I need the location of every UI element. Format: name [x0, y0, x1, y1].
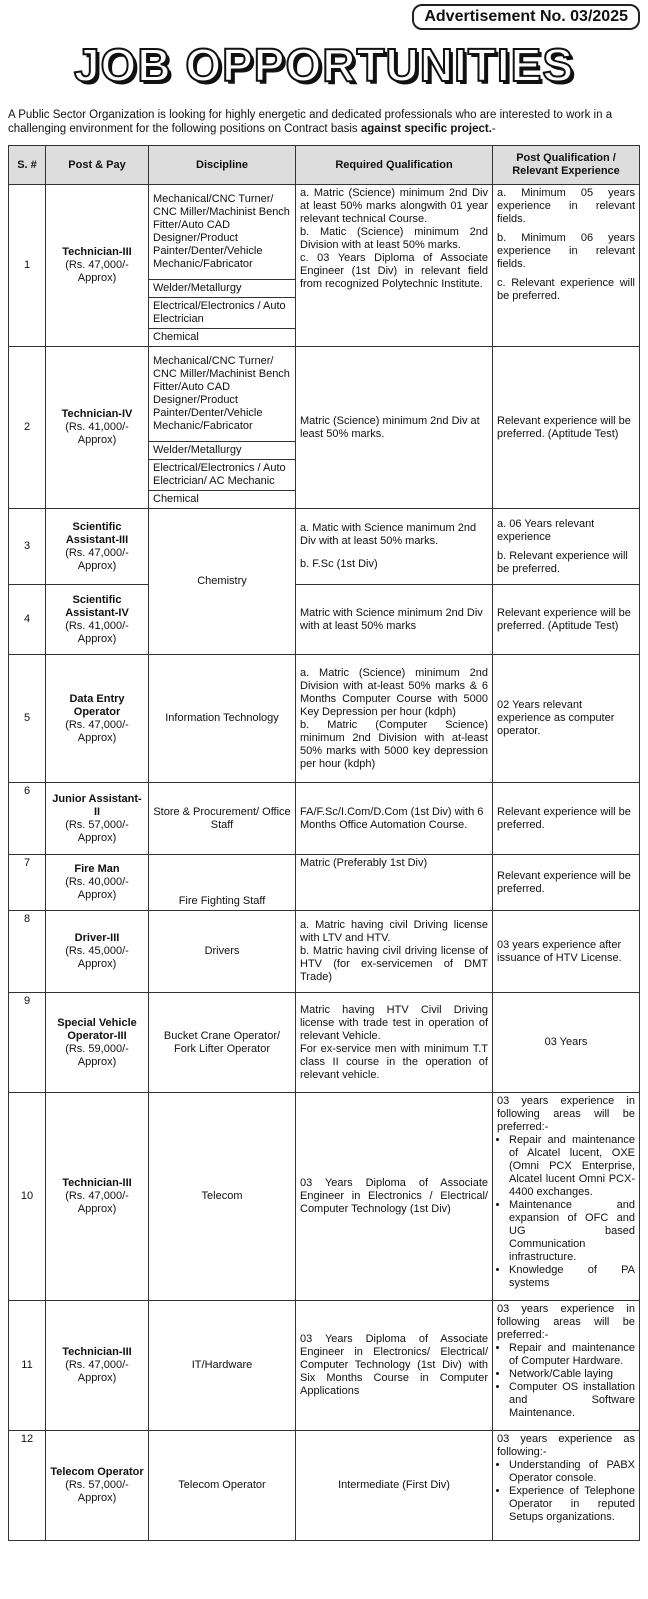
sn-cell: 12 — [9, 1431, 46, 1541]
sn-cell: 7 — [9, 855, 46, 911]
qualification-cell: 03 Years Diploma of Associate Engineer in Electronics/ Electrical/ Computer Technology (1st Div) with Six Months Course in Computer Applications — [296, 1301, 493, 1431]
post-cell — [46, 993, 149, 1093]
qual-item: a. Matric having civil Driving license with LTV and HTV. — [300, 919, 488, 944]
exp-intro: 03 years experience in following areas will be preferred:- — [497, 1303, 635, 1341]
experience-cell — [493, 185, 640, 347]
discipline-cell: Telecom Operator — [149, 1431, 296, 1541]
qualification-cell — [296, 185, 493, 347]
post-pay: (Rs. 47,000/- Approx) — [65, 1190, 129, 1215]
qualification-cell — [296, 911, 493, 993]
post-cell — [46, 855, 149, 911]
sn-cell: 2 — [9, 347, 46, 509]
qualification-cell: FA/F.Sc/I.Com/D.Com (1st Div) with 6 Months Office Automation Course. — [296, 783, 493, 855]
qual-item: b. Matric (Computer Science) minimum 2nd Division with at-least 50% marks with 5000 key depression per hour (kdph) — [300, 718, 488, 770]
qual-item: Matric having HTV Civil Driving license with trade test in operation of relevant Vehicle. — [300, 1003, 488, 1042]
discipline-cell: Chemical — [149, 491, 296, 509]
discipline-cell: Mechanical/CNC Turner/ CNC Miller/Machinist Bench Fitter/Auto CAD Designer/Product Painter/Denter/Vehicle Mechanic/Fabricator — [149, 185, 296, 280]
post-pay: (Rs. 47,000/- Approx) — [65, 1359, 129, 1384]
post-pay: (Rs. 47,000/- Approx) — [65, 259, 129, 284]
exp-item: a. 06 Years relevant experience — [497, 517, 595, 543]
post-pay: (Rs. 41,000/- Approx) — [65, 421, 129, 446]
list-item: • Knowledge of PA systems — [509, 1264, 635, 1290]
experience-cell: Relevant experience will be preferred. (Aptitude Test) — [493, 585, 640, 655]
qualification-cell: Intermediate (First Div) — [296, 1431, 493, 1541]
intro-paragraph — [8, 108, 640, 136]
discipline-cell: Electrical/Electronics / Auto Electrician/ AC Mechanic — [149, 460, 296, 491]
post-title: Special Vehicle Operator-III — [57, 1016, 137, 1042]
sn-cell: 11 — [9, 1301, 46, 1431]
post-cell — [46, 1301, 149, 1431]
sn-cell: 1 — [9, 185, 46, 347]
discipline-cell: Mechanical/CNC Turner/ CNC Miller/Machinist Bench Fitter/Auto CAD Designer/Product Painter/Denter/Vehicle Mechanic/Fabricator — [149, 347, 296, 442]
post-title: Telecom Operator — [50, 1466, 144, 1478]
post-title: Technician-III — [62, 246, 132, 258]
post-cell — [46, 783, 149, 855]
discipline-cell: Welder/Metallurgy — [149, 442, 296, 460]
discipline-cell: Bucket Crane Operator/ Fork Lifter Operator — [149, 993, 296, 1093]
post-cell — [46, 185, 149, 347]
post-pay: (Rs. 47,000/- Approx) — [65, 718, 129, 744]
list-item: • Repair and maintenance of Computer Hardware. — [509, 1342, 635, 1368]
exp-list — [497, 1342, 635, 1420]
post-cell — [46, 585, 149, 655]
discipline-cell: Store & Procurement/ Office Staff — [149, 783, 296, 855]
advertisement-number: Advertisement No. 03/2025 — [412, 4, 640, 30]
qualification-cell — [296, 509, 493, 585]
list-item: • Maintenance and expansion of OFC and UG based Communication infrastructure. — [509, 1199, 635, 1264]
table-row — [9, 855, 640, 911]
exp-list — [497, 1134, 635, 1290]
header-experience: Post Qualification / Relevant Experience — [493, 146, 640, 185]
experience-cell: Relevant experience will be preferred. — [493, 783, 640, 855]
experience-cell — [493, 1093, 640, 1301]
post-pay: (Rs. 47,000/- Approx) — [65, 546, 129, 572]
exp-item: b. Minimum 06 years experience in relevant fields. — [497, 232, 635, 270]
exp-intro: 03 years experience in following areas will be preferred:- — [497, 1095, 635, 1133]
table-row — [9, 1431, 640, 1541]
qualification-cell: 03 Years Diploma of Associate Engineer in Electronics / Electrical/ Computer Technology (1st Div) — [296, 1093, 493, 1301]
sn-cell: 6 — [9, 783, 46, 855]
sn-cell: 9 — [9, 993, 46, 1093]
qual-item: b. Matic (Science) minimum 2nd Division with at least 50% marks. — [300, 226, 488, 251]
discipline-cell: Fire Fighting Staff — [149, 855, 296, 911]
sn-cell: 4 — [9, 585, 46, 655]
experience-cell — [493, 509, 640, 585]
list-item: • Repair and maintenance of Alcatel lucent, OXE (Omni PCX Enterprise, Alcatel lucent Omni PCX-4400 exchanges. — [509, 1134, 635, 1199]
table-row — [9, 993, 640, 1093]
exp-list — [497, 1459, 635, 1524]
post-title: Technician-III — [62, 1346, 132, 1358]
table-row — [9, 783, 640, 855]
experience-cell: 02 Years relevant experience as computer operator. — [493, 655, 640, 783]
page-title: JOB OPPORTUNITIES — [73, 39, 575, 91]
experience-cell: 03 Years — [493, 993, 640, 1093]
list-item: • Understanding of PABX Operator console. — [509, 1459, 635, 1485]
post-title: Technician-III — [62, 1177, 132, 1189]
list-item: • Network/Cable laying — [509, 1368, 635, 1381]
header-qualification: Required Qualification — [296, 146, 493, 185]
post-title: Scientific Assistant-IV — [65, 593, 129, 619]
experience-cell — [493, 1431, 640, 1541]
table-row — [9, 585, 640, 655]
post-pay: (Rs. 40,000/- Approx) — [65, 876, 129, 901]
qual-item: For ex-service men with minimum T.T class II course in the operation of relevant vehicle. — [300, 1042, 488, 1081]
qual-item: b. F.Sc (1st Div) — [300, 558, 378, 570]
header-post: Post & Pay — [46, 146, 149, 185]
discipline-cell: Telecom — [149, 1093, 296, 1301]
exp-item: b. Relevant experience will be preferred. — [497, 549, 628, 575]
header-sn: S. # — [9, 146, 46, 185]
list-item: • Experience of Telephone Operator in reputed Setups organizations. — [509, 1485, 635, 1524]
header-discipline: Discipline — [149, 146, 296, 185]
qual-item: a. Matric (Science) minimum 2nd Div at least 50% marks alongwith 01 year relevant technical Course. — [300, 187, 488, 225]
discipline-cell: Welder/Metallurgy — [149, 280, 296, 298]
experience-cell: 03 years experience after issuance of HTV License. — [493, 911, 640, 993]
exp-item: c. Relevant experience will be preferred. — [497, 277, 635, 302]
post-pay: (Rs. 59,000/- Approx) — [65, 1042, 129, 1068]
intro-tail: - — [491, 123, 496, 135]
qual-item: a. Matric (Science) minimum 2nd Division with at-least 50% marks & 6 Months Computer Course with 5000 Key Depression per hour (kdph) — [300, 666, 488, 718]
table-header-row — [9, 146, 640, 185]
post-cell — [46, 1093, 149, 1301]
table-row — [9, 655, 640, 783]
discipline-cell: Drivers — [149, 911, 296, 993]
post-cell — [46, 1431, 149, 1541]
post-cell — [46, 911, 149, 993]
sn-cell: 10 — [9, 1093, 46, 1301]
table-row — [9, 347, 640, 442]
table-row — [9, 185, 640, 280]
qualification-cell — [296, 993, 493, 1093]
table-row — [9, 509, 640, 585]
intro-bold: against specific project. — [360, 123, 492, 135]
post-pay: (Rs. 45,000/- Approx) — [65, 945, 129, 970]
post-title: Data Entry Operator — [69, 692, 125, 718]
post-title: Technician-IV — [61, 408, 133, 420]
qual-item: b. Matric having civil driving license of HTV (for ex-servicemen of DMT Trade) — [300, 945, 488, 983]
discipline-cell: Electrical/Electronics / Auto Electrician — [149, 298, 296, 329]
discipline-cell: Chemical — [149, 329, 296, 347]
jobs-table — [8, 145, 640, 1541]
experience-cell: Relevant experience will be preferred. — [493, 855, 640, 911]
table-row — [9, 911, 640, 993]
qualification-cell: Matric with Science minimum 2nd Div with at least 50% marks — [296, 585, 493, 655]
discipline-cell: Information Technology — [149, 655, 296, 783]
experience-cell: Relevant experience will be preferred. (Aptitude Test) — [493, 347, 640, 509]
post-title: Driver-III — [74, 932, 120, 944]
qualification-cell — [296, 655, 493, 783]
sn-cell: 8 — [9, 911, 46, 993]
post-title: Junior Assistant-II — [52, 792, 142, 818]
list-item: • Computer OS installation and Software Maintenance. — [509, 1381, 635, 1420]
intro-text: A Public Sector Organization is looking for highly energetic and dedicated professionals who are interested to work in a challenging environment for the following positions on Contract basis — [8, 109, 613, 135]
post-pay: (Rs. 57,000/- Approx) — [65, 1479, 129, 1504]
post-pay: (Rs. 57,000/- Approx) — [65, 818, 129, 844]
exp-intro: 03 years experience as following:- — [497, 1433, 635, 1458]
qualification-cell: Matric (Preferably 1st Div) — [296, 855, 493, 911]
post-pay: (Rs. 41,000/- Approx) — [65, 619, 129, 645]
table-row — [9, 1301, 640, 1431]
discipline-cell: Chemistry — [149, 509, 296, 655]
qual-item: c. 03 Years Diploma of Associate Engineer (1st Div) in relevant field from recognized Polytechnic Institute. — [300, 252, 488, 290]
qualification-cell: Matric (Science) minimum 2nd Div at least 50% marks. — [296, 347, 493, 509]
post-title: Scientific Assistant-III — [65, 520, 129, 546]
discipline-cell: IT/Hardware — [149, 1301, 296, 1431]
qual-item: a. Matic with Science manimum 2nd Div with at least 50% marks. — [300, 522, 477, 547]
post-cell — [46, 347, 149, 509]
sn-cell: 5 — [9, 655, 46, 783]
post-cell — [46, 655, 149, 783]
table-row — [9, 1093, 640, 1301]
post-cell — [46, 509, 149, 585]
post-title: Fire Man — [74, 863, 120, 875]
experience-cell — [493, 1301, 640, 1431]
sn-cell: 3 — [9, 509, 46, 585]
exp-item: a. Minimum 05 years experience in relevant fields. — [497, 187, 635, 225]
